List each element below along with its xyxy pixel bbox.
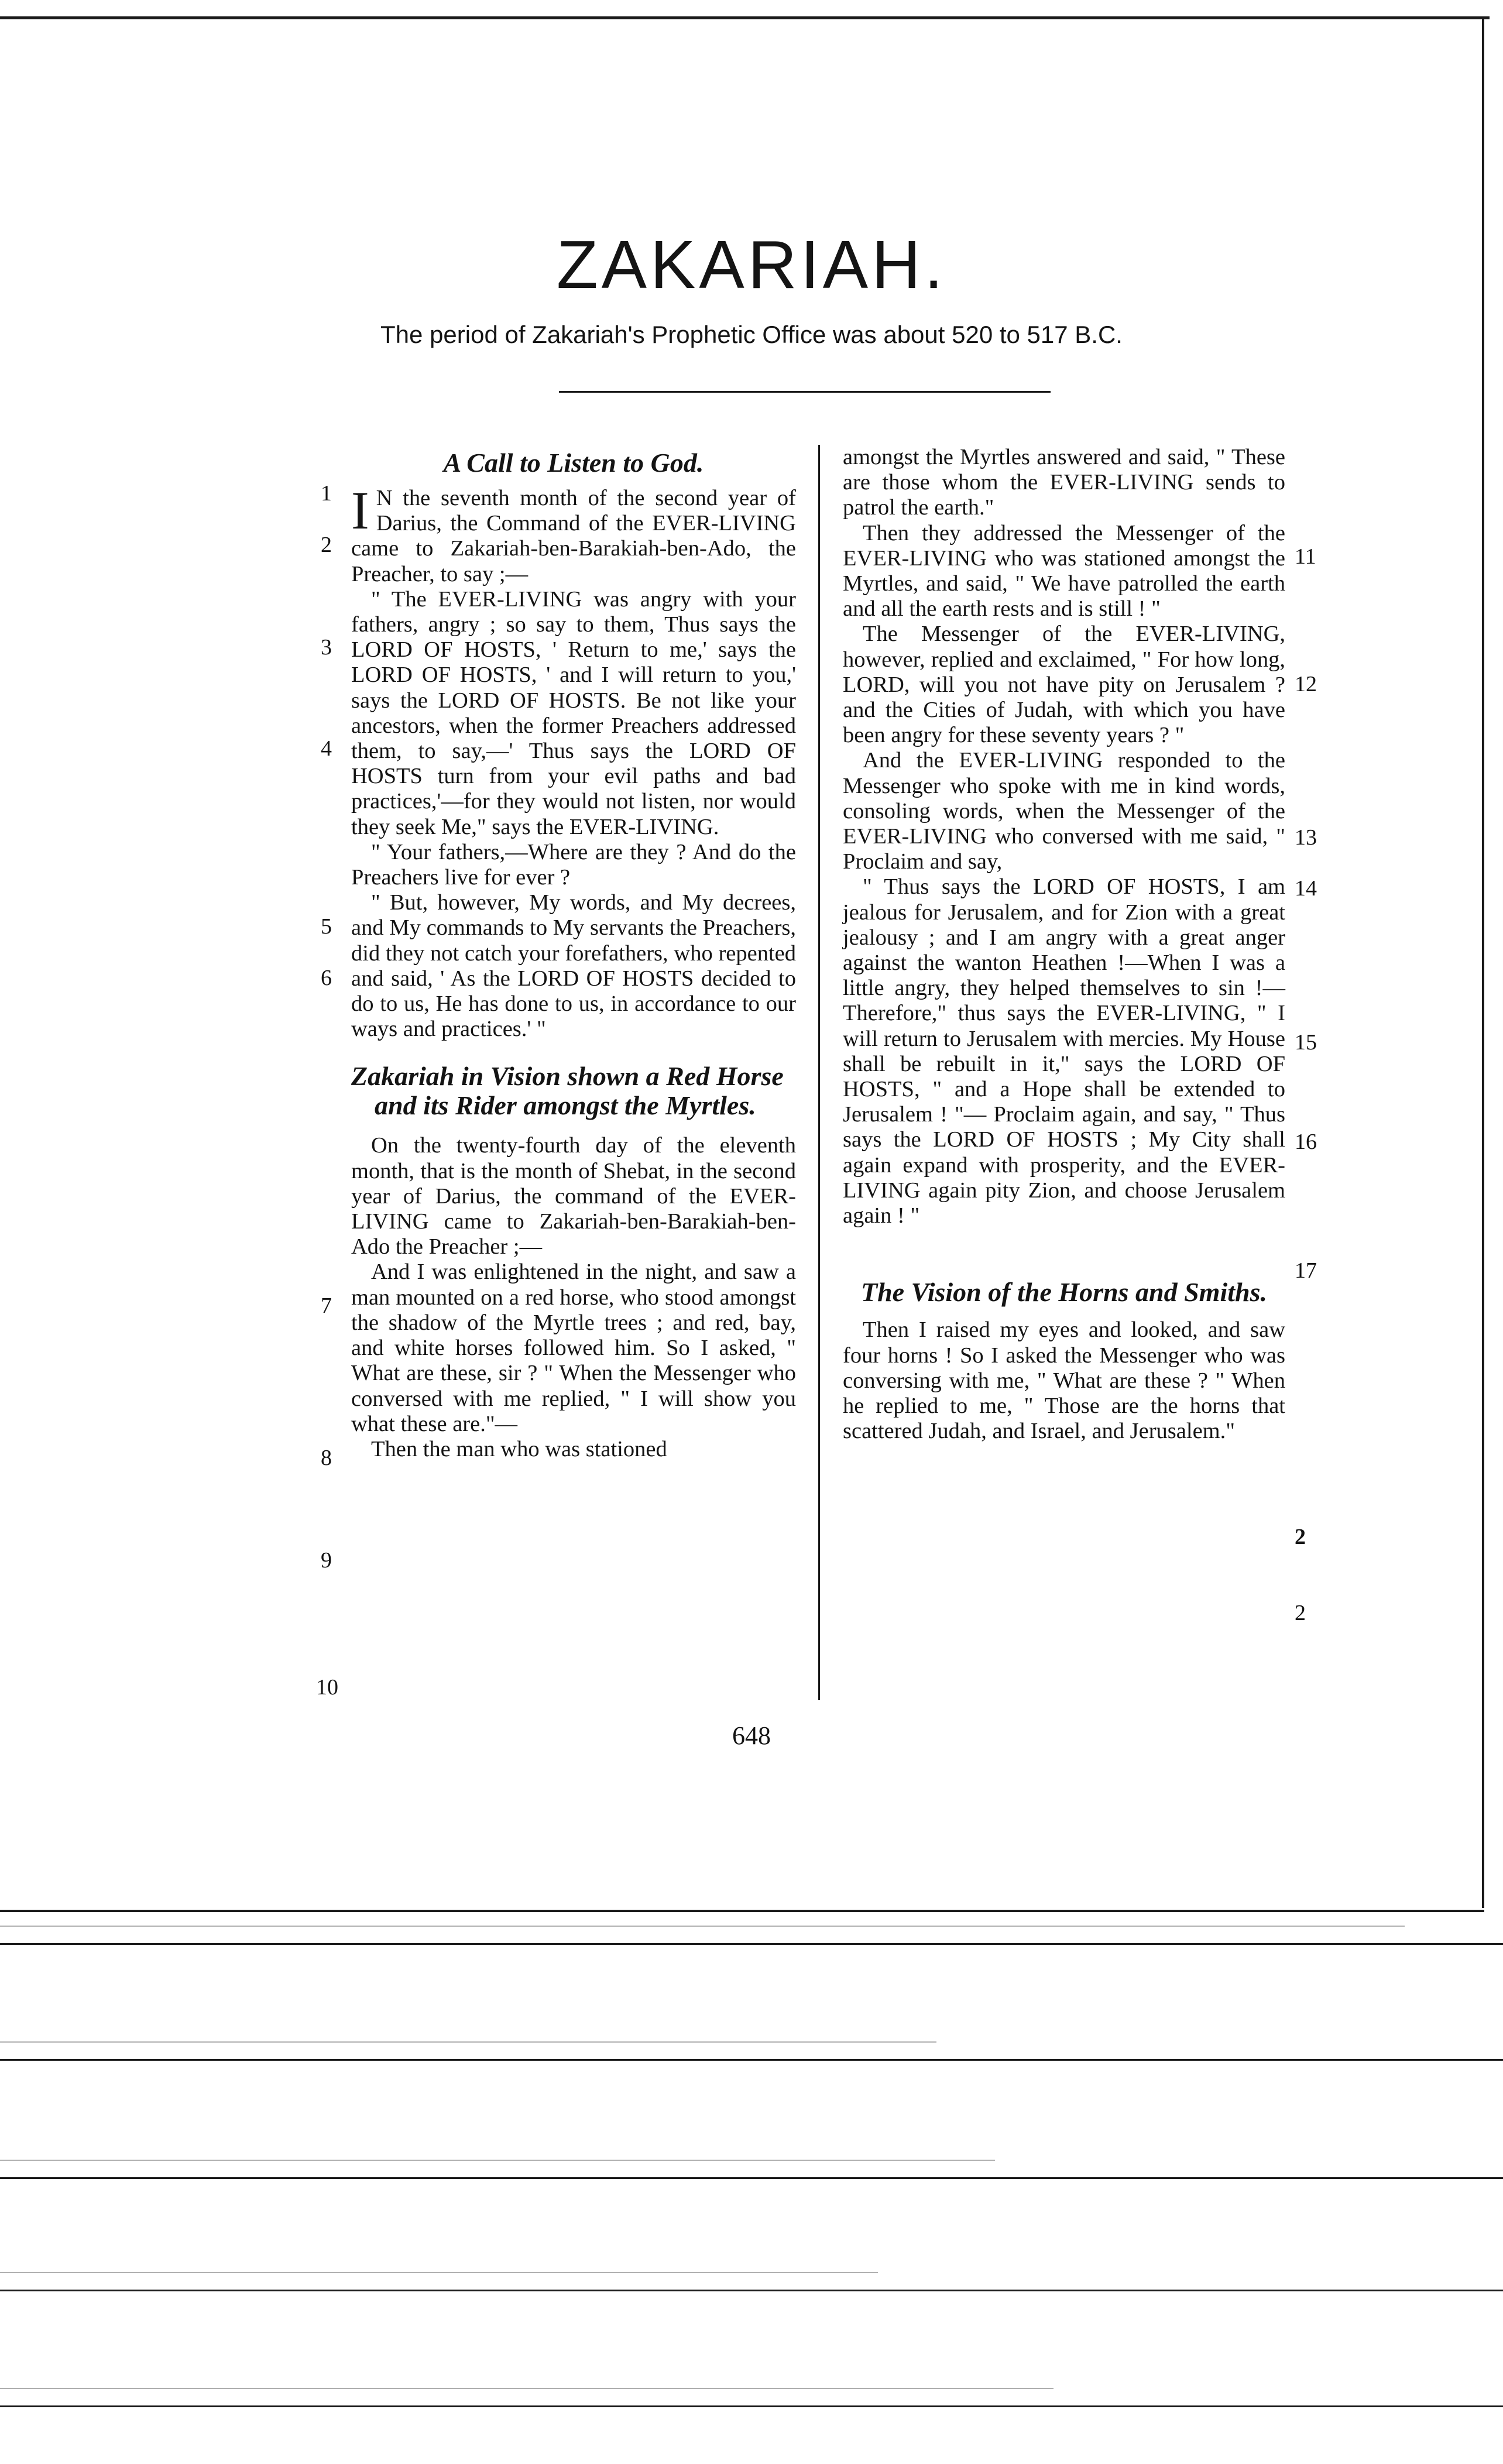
page-subtitle: The period of Zakariah's Prophetic Office was about 520 to 517 B.C. — [380, 321, 1123, 348]
verse-number: 17 — [1295, 1258, 1317, 1283]
verse-number: 2 — [1295, 1601, 1306, 1625]
paragraph-verse-10: Then the man who was stationed — [371, 1436, 667, 1461]
verse-number: 3 — [321, 635, 332, 660]
bottom-rule — [0, 2290, 1503, 2291]
section-heading-call-to-listen: A Call to Listen to God. — [443, 448, 704, 478]
right-column — [843, 445, 1285, 1444]
page-number: 648 — [732, 1721, 771, 1750]
verse-number: 7 — [321, 1293, 332, 1318]
bottom-rule — [0, 2177, 1503, 2179]
column-divider — [818, 445, 820, 1700]
verse-number: 5 — [321, 914, 332, 939]
verse-number: 11 — [1295, 544, 1316, 569]
verse-number: 2 — [1295, 1525, 1306, 1549]
faint-scan-line — [0, 2041, 936, 2043]
faint-scan-line — [0, 2272, 878, 2273]
section-heading-horns-smiths: The Vision of the Horns and Smiths. — [860, 1277, 1268, 1308]
verse-number: 4 — [321, 736, 332, 761]
verse-number: 13 — [1295, 825, 1317, 850]
paragraph-verse-7: On the twenty-fourth day of the eleventh month, that is the month of Shebat, in the second year of Darius, the command of the EVER-LIVING came to Zakariah-ben-Barakiah-ben-Ado the Preacher ;— — [351, 1133, 796, 1260]
paragraph-verse-10-cont: amongst the Myrtles answered and said, " These are those whom the EVER-LIVING sends to patrol the earth." — [843, 445, 1285, 520]
verse-number: 1 — [321, 481, 332, 506]
paragraph-verse-11: Then they addressed the Messenger of the EVER-LIVING who was stationed amongst the Myrtles, and said, " We have patrolled the earth and all the earth rests and is still ! " — [843, 520, 1285, 622]
verse-number: 12 — [1295, 672, 1317, 696]
verse-number: 2 — [321, 533, 332, 557]
faint-scan-line — [0, 2160, 995, 2161]
bottom-rule — [0, 1943, 1503, 1945]
title-divider — [559, 391, 1051, 393]
faint-scan-line — [0, 1926, 1405, 1927]
left-column — [351, 445, 796, 1462]
bottom-rule — [0, 2059, 1503, 2061]
verse-number: 16 — [1295, 1130, 1317, 1154]
paragraph-verse-6: " But, however, My words, and My decrees, and My commands to My servants the Preachers, did they not catch your forefathers, who repented and said, ' As the LORD OF HOSTS decided to do to us, He has done to us, in accordance to our ways and practices.' " — [351, 890, 796, 1042]
paragraph-verse-1-text: N the seventh month of the second year of Darius, the Command of the EVER-LIVING came to Zakariah-ben-Barakiah-ben-Ado, the Preacher, to say ;— — [351, 486, 796, 586]
paragraph-verse-5: " Your fathers,—Where are they ? And do the Preachers live for ever ? — [351, 839, 796, 890]
verse-number: 9 — [321, 1548, 332, 1573]
paragraph-verse-12: The Messenger of the EVER-LIVING, however, replied and exclaimed, " For how long, LORD, will you not have pity on Jerusalem ? and the Cities of Judah, with which you have been angry for these seventy years ? " — [843, 622, 1285, 748]
bottom-rule — [0, 2405, 1503, 2407]
section-heading-vision-red-horse: Zakariah in Vision shown a Red Horse and its Rider amongst the Myrtles. — [351, 1061, 784, 1121]
paragraph-verse-14-17: " Thus says the LORD OF HOSTS, I am jealous for Jerusalem, and for Zion with a great jealousy ; and I am angry with a great anger against the wanton Heathen !—When I was a little angry, they helped themselves to sin !—Therefore," thus says the EVER-LIVING, " I will return to Jerusalem with mercies. My House shall be rebuilt in it," says the LORD OF HOSTS, " and a Hope shall be extended to Jerusalem ! "— Proclaim again, and say, " Thus says the LORD OF HOSTS ; My City shall again expand with prosperity, and the EVER-LIVING again pity Zion, and choose Jerusalem again ! " — [843, 874, 1285, 1228]
paragraph-chapter-2: Then I raised my eyes and looked, and saw four horns ! So I asked the Messenger who was conversing with me, " What are these ? " When he replied to me, " Those are the horns that scattered Judah, and Israel, and Jerusalem." — [843, 1317, 1285, 1444]
top-border-rule — [0, 16, 1490, 19]
paragraph-verse-8-9: And I was enlightened in the night, and saw a man mounted on a red horse, who stood amongst the shadow of the Myrtle trees ; and red, bay, and white horses followed him. So I asked, " What are these, sir ? " When the Messenger who conversed with me replied, " I will show you what these are."— — [351, 1260, 796, 1436]
verse-number: 14 — [1295, 876, 1317, 901]
faint-scan-line — [0, 2388, 1054, 2389]
bottom-rule — [0, 1910, 1484, 1912]
verse-number: 15 — [1295, 1030, 1317, 1055]
verse-number: 10 — [316, 1675, 338, 1700]
verse-number: 6 — [321, 966, 332, 990]
page-title: ZAKARIAH. — [556, 227, 947, 303]
paragraph-verse-1 — [351, 481, 796, 587]
paragraph-verse-2-4: " The EVER-LIVING was angry with your fathers, angry ; so say to them, Thus says the LORD OF HOSTS, ' Return to me,' says the LORD OF HOSTS, ' and I will return to you,' says the LORD OF HOSTS. Be not like your ancestors, when the former Preachers addressed them, to say,—' Thus says the LORD OF HOSTS turn from your evil paths and bad practices,'—for they would not listen, nor would they seek Me," says the EVER-LIVING. — [351, 586, 796, 839]
verse-number: 8 — [321, 1446, 332, 1470]
paragraph-verse-13-14: And the EVER-LIVING responded to the Messenger who spoke with me in kind words, consoling words, when the Messenger of the EVER-LIVING who conversed with me said, " Proclaim and say, — [843, 748, 1285, 874]
drop-cap-letter: I — [351, 481, 369, 540]
